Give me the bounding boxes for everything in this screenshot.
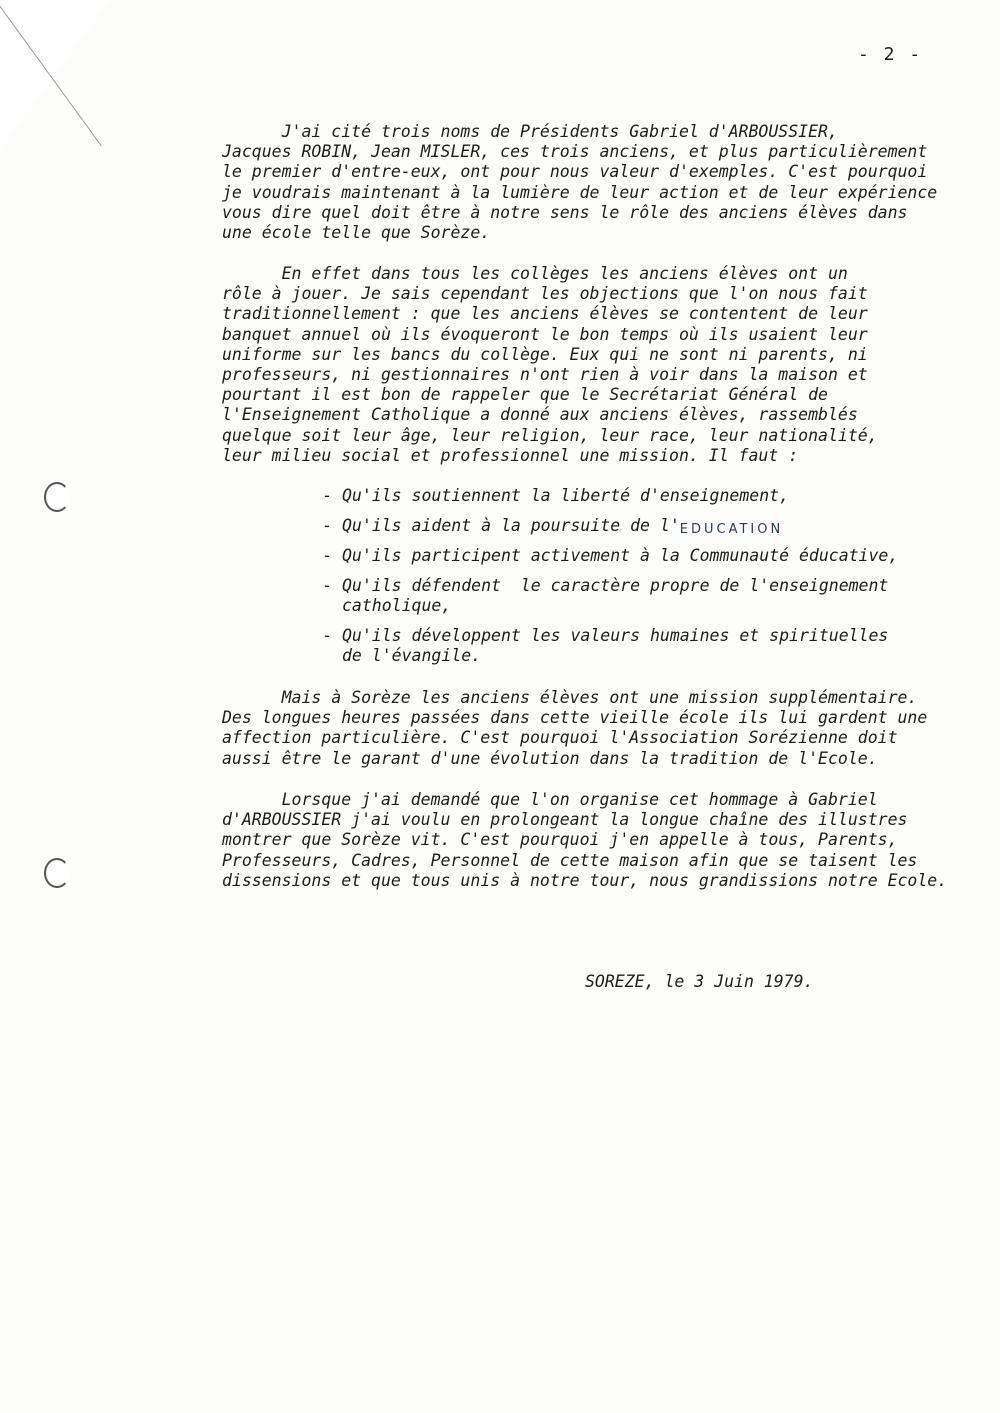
page-number: - 2 - (858, 44, 923, 65)
bullet-dash: - (322, 546, 332, 565)
bullet-item (322, 516, 783, 538)
bullet-item (322, 486, 789, 506)
text-line: En effet dans tous les collèges les anciens élèves ont un (222, 264, 848, 283)
folded-corner (0, 0, 110, 150)
bullet-text: Qu'ils développent les valeurs humaines et spirituelles (342, 626, 889, 645)
text-line: professeurs, ni gestionnaires n'ont rien à voir dans la maison et (222, 365, 868, 385)
punch-hole-bottom (44, 858, 70, 888)
bullet-text: Qu'ils défendent le caractère propre de l'enseignement (342, 576, 889, 595)
text-line: Professeurs, Cadres, Personnel de cette maison afin que se taisent les (222, 850, 918, 870)
text-line: je voudrais maintenant à la lumière de leur action et de leur expérience (222, 182, 938, 202)
text-line: Mais à Sorèze les anciens élèves ont une mission supplémentaire. (222, 688, 918, 707)
text-line: J'ai cité trois noms de Présidents Gabriel d'ARBOUSSIER, (222, 122, 838, 141)
bullet-item (322, 626, 888, 646)
text-line: montrer que Sorèze vit. C'est pourquoi j'en appelle à tous, Parents, (222, 830, 898, 850)
text-line: rôle à jouer. Je sais cependant les objections que l'on nous fait (222, 284, 868, 304)
place-date-signature: SOREZE, le 3 Juin 1979. (585, 972, 814, 991)
paragraph-mission-sorezienne (222, 688, 962, 769)
text-line: leur milieu social et professionnel une mission. Il faut : (222, 445, 799, 465)
text-line: une école telle que Sorèze. (222, 223, 491, 243)
text-line: Lorsque j'ai demandé que l'on organise cet hommage à Gabriel (222, 790, 878, 809)
text-line: l'Enseignement Catholique a donné aux anciens élèves, rassemblés (222, 405, 858, 425)
text-line: Jacques ROBIN, Jean MISLER, ces trois anciens, et plus particulièrement (222, 142, 928, 162)
text-line: dissensions et que tous unis à notre tour, nous grandissions notre Ecole. (222, 870, 948, 890)
paragraph-hommage (222, 790, 962, 891)
text-line: le premier d'entre-eux, ont pour nous valeur d'exemples. C'est pourquoi (222, 162, 928, 182)
bullet-item (322, 576, 888, 596)
bullet-dash: - (322, 516, 332, 535)
handwritten-annotation: EDUCATION (679, 522, 784, 537)
paragraph-presidents (222, 122, 962, 243)
bullet-dash: - (322, 626, 332, 645)
paragraph-role-anciens (222, 264, 962, 466)
bullet-text: Qu'ils aident à la poursuite de l' (342, 516, 680, 535)
text-line: quelque soit leur âge, leur religion, leur race, leur nationalité, (222, 425, 878, 445)
text-line: traditionnellement : que les anciens élèves se contentent de leur (222, 304, 868, 324)
punch-hole-top (44, 482, 70, 512)
bullet-text: Qu'ils soutiennent la liberté d'enseignement, (342, 486, 790, 505)
text-line: pourtant il est bon de rappeler que le Secrétariat Général de (222, 385, 828, 405)
text-line: affection particulière. C'est pourquoi l'Association Sorézienne doit (222, 728, 898, 748)
bullet-dash: - (322, 576, 332, 595)
bullet-dash: - (322, 486, 332, 505)
bullet-item (322, 546, 898, 566)
text-line: uniforme sur les bancs du collège. Eux qui ne sont ni parents, ni (222, 344, 868, 364)
bullet-text: Qu'ils participent activement à la Communauté éducative, (342, 546, 899, 565)
text-line: Des longues heures passées dans cette vieille école ils lui gardent une (222, 708, 928, 728)
bullet-continuation: catholique, (342, 596, 452, 615)
text-line: banquet annuel où ils évoqueront le bon temps où ils usaient leur (222, 324, 868, 344)
text-line: vous dire quel doit être à notre sens le rôle des anciens élèves dans (222, 202, 908, 222)
bullet-continuation: de l'évangile. (342, 646, 482, 665)
text-line: d'ARBOUSSIER j'ai voulu en prolongeant la longue chaîne des illustres (222, 810, 908, 830)
text-line: aussi être le garant d'une évolution dans la tradition de l'Ecole. (222, 748, 878, 768)
